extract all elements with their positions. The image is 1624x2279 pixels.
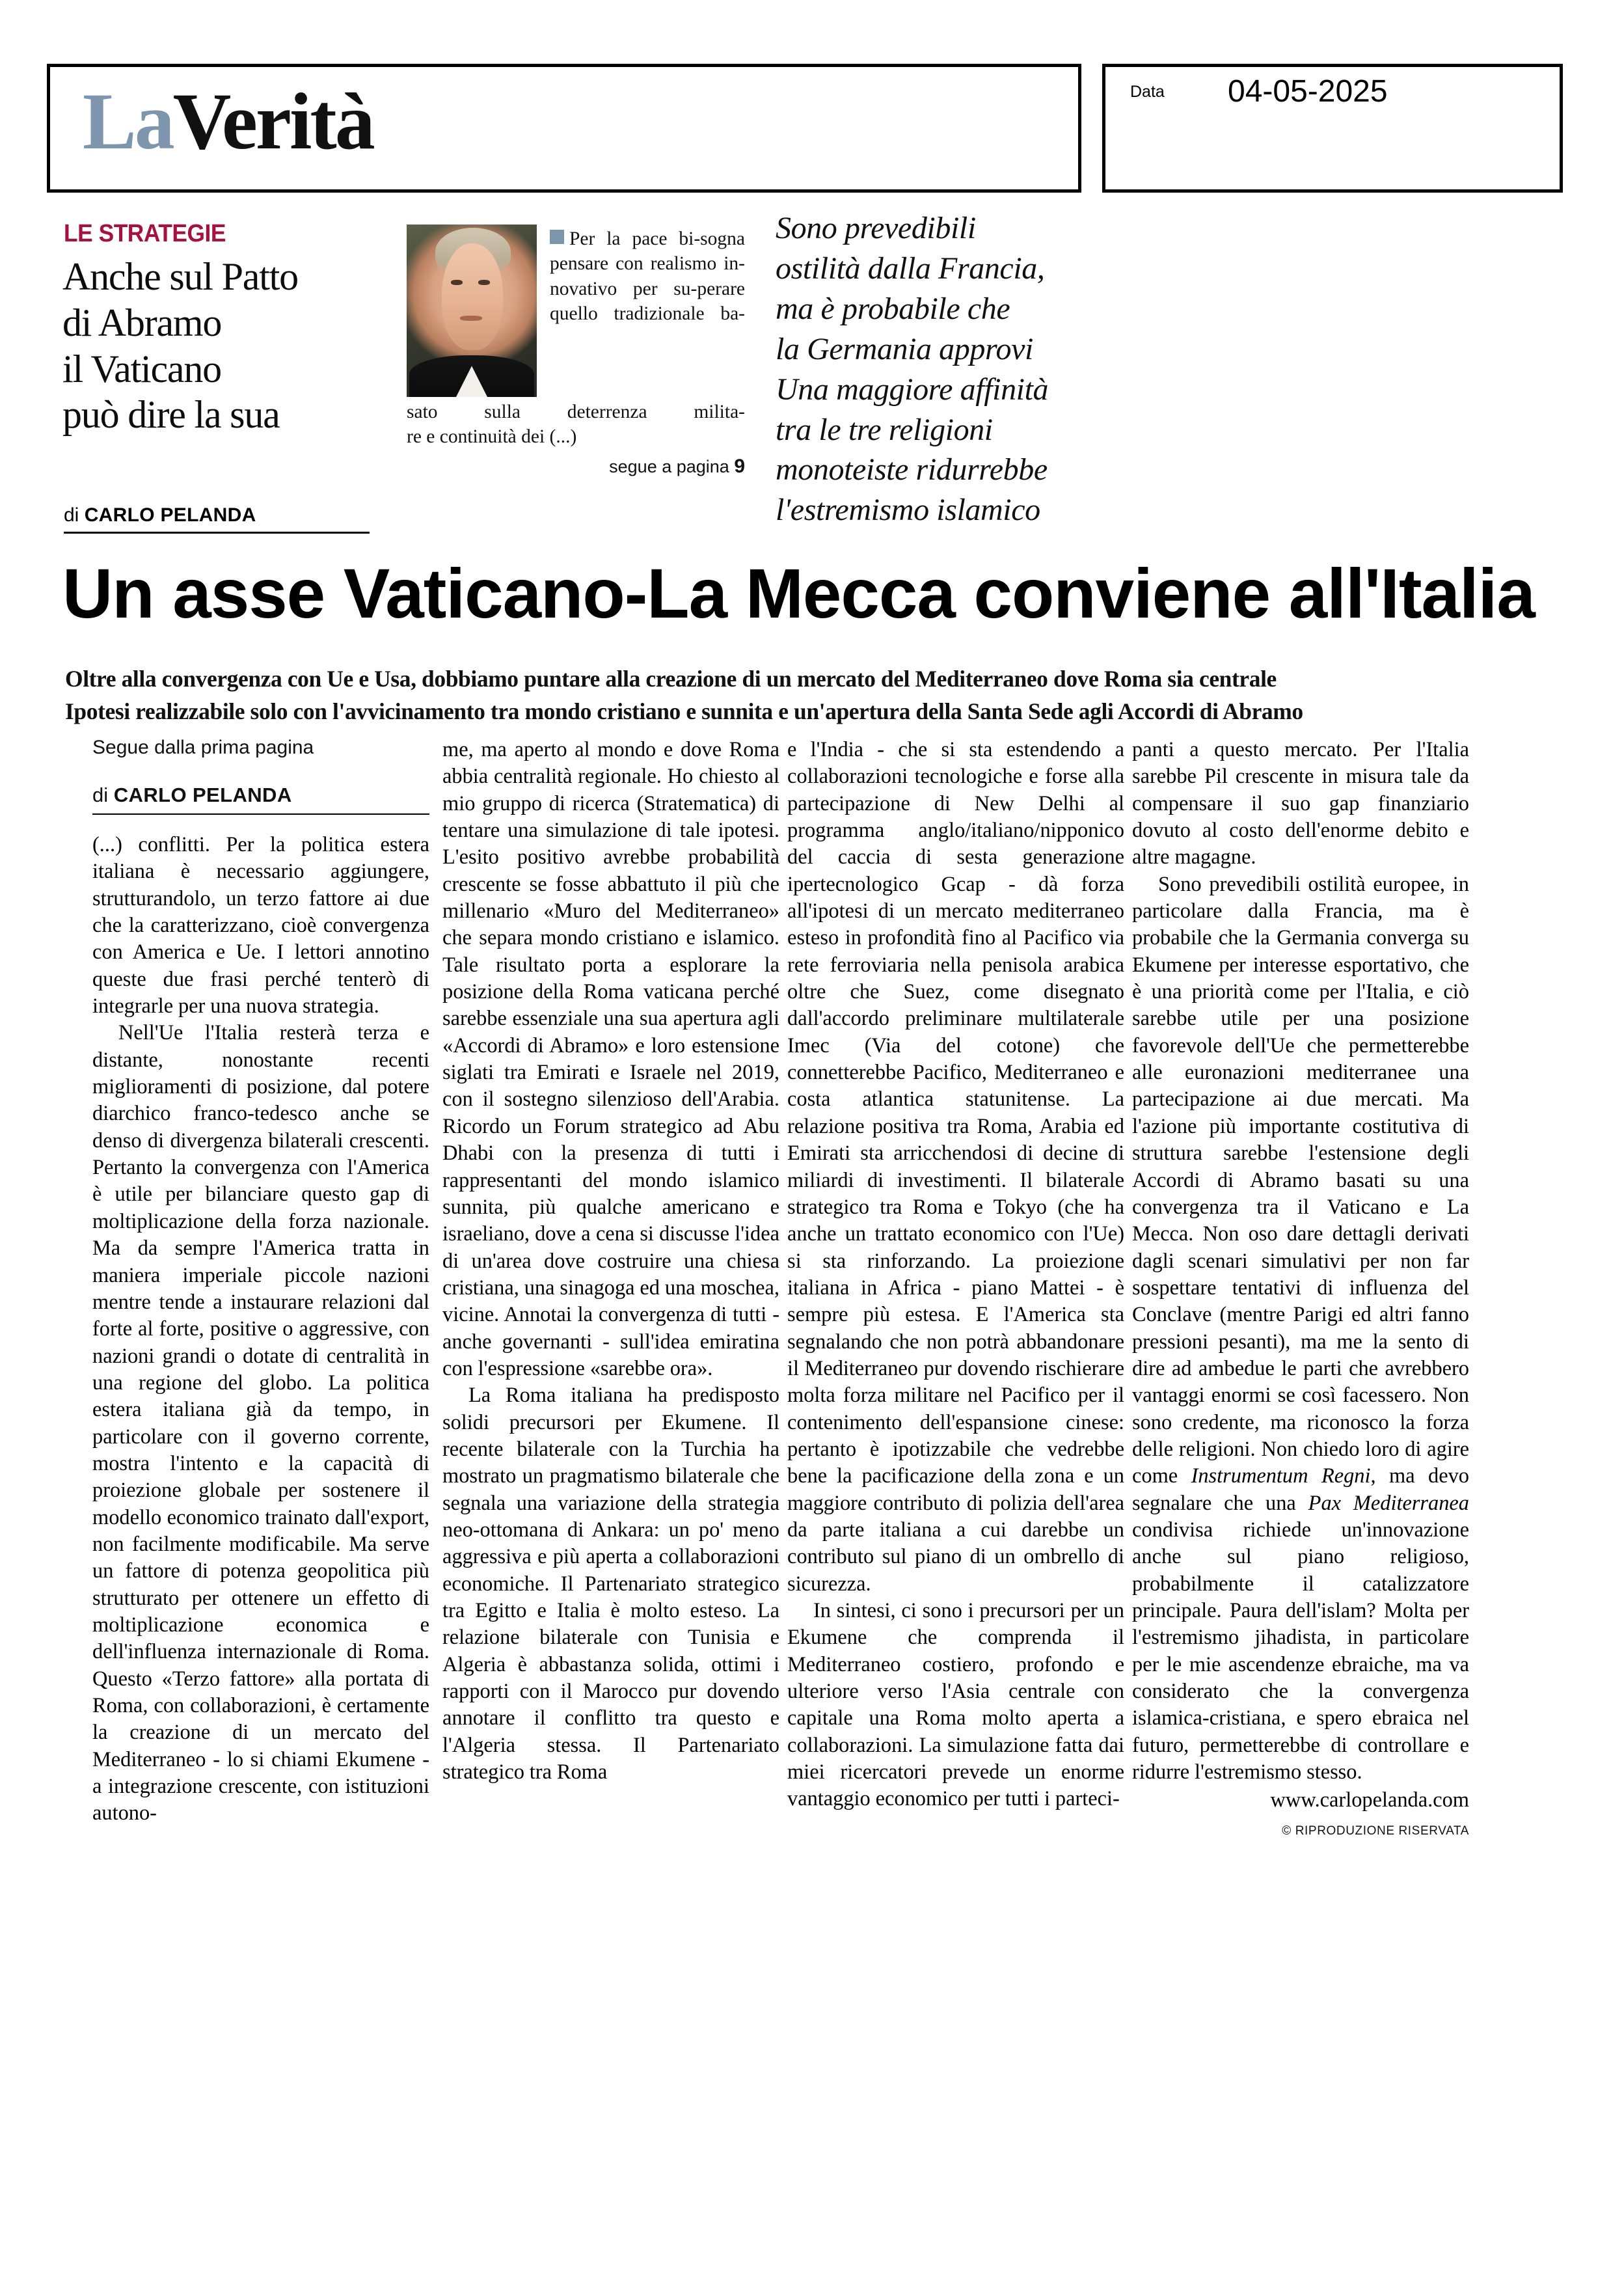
paragraph-with-italics	[1132, 871, 1469, 1786]
latin-term-instrumentum-regni: Instrumentum Regni	[1191, 1464, 1371, 1488]
section-kicker: LE STRATEGIE	[64, 220, 226, 247]
pull-quote	[776, 208, 1166, 530]
article-byline-name: CARLO PELANDA	[113, 784, 292, 806]
pull-quote-line-8: l'estremismo islamico	[776, 493, 1040, 528]
continue-reference	[407, 456, 745, 478]
article-byline-lead: di	[92, 784, 114, 806]
pull-quote-line-6: tra le tre religioni	[776, 412, 993, 447]
masthead-logo-box	[47, 64, 1081, 193]
promo-teaser-text	[550, 226, 745, 326]
body-column-4	[1132, 737, 1469, 1838]
promo-title-line-2: di Abramo	[62, 301, 222, 344]
promo-teaser-body: Per la pace bi-sogna pensare con realismo in-novativo per su-perare quello tradizionale ba-	[550, 228, 745, 325]
promo-byline-name: CARLO PELANDA	[84, 504, 256, 526]
latin-term-pax-mediterranea: Pax Mediterranea	[1308, 1491, 1469, 1515]
author-website[interactable]: www.carlopelanda.com	[1270, 1788, 1469, 1812]
logo-verita-text: Verità	[172, 77, 373, 166]
paragraph-part-c: condivisa richiede un'innovazione anche sul piano religioso, probabilmente il catalizzatore principale. Paura dell'islam? Molta per l'estremismo jihadista, in particolare per le mie ascendenze ebraiche, ma va considerato che la convergenza islamica-cristiana, e spero ebraica nel futuro, permetterebbe di controllare e ridurre l'estremismo stesso.	[1132, 1518, 1469, 1784]
article-body	[92, 737, 1563, 2129]
paragraph: In sintesi, ci sono i precursori per un Ekumene che comprenda il Mediterraneo costiero, profondo e ulteriore verso l'Asia centrale con capitale una Roma molto aperta a collaborazioni. La simulazione fatta dai miei ricercatori prevede un enorme vantaggio economico per tutti i parteci-	[787, 1599, 1124, 1811]
segue-note: Segue dalla prima pagina	[92, 737, 314, 758]
article-subhead-2: Ipotesi realizzabile solo con l'avvicinamento tra mondo cristiano e sunnita e un'apertura della Santa Sede agli Accordi di Abramo	[65, 698, 1303, 724]
article-headline: Un asse Vaticano-La Mecca conviene all'Italia	[62, 554, 1535, 633]
paragraph: Nell'Ue l'Italia resterà terza e distante, nonostante recenti miglioramenti di posizione, dal potere diarchico franco-tedesco anche se denso di divergenza bilaterali crescenti. Pertanto la convergenza con l'America è utile per bilanciare questo gap di moltiplicazione della forza nazionale. Ma da sempre l'America tratta in maniera imperiale piccole nazioni mentre tende a instaurare relazioni dal forte al forte, positive o aggressive, con nazioni grandi o dotate di centralità in una regione del globo. La politica estera italiana già da tempo, in particolare con il governo corrente, mostra l'intento e la capacità di proiezione globale per sostenere il modello economico trainato dall'export, non facilmente modificabile. Ma serve un fattore di potenza geopolitica più strutturato per ottenere un effetto di moltiplicazione economica e dell'influenza internazionale di Roma. Questo «Terzo fattore» alla portata di Roma, con collaborazioni, è certamente la creazione di un mercato del Mediterraneo - lo si chiami Ekumene - a integrazione crescente, con istituzioni autono-	[92, 1021, 429, 1825]
pull-quote-line-2: ostilità dalla Francia,	[776, 251, 1045, 286]
newspaper-logo	[83, 77, 373, 166]
pull-quote-line-7: monoteiste ridurrebbe	[776, 452, 1048, 487]
pull-quote-line-3: ma è probabile che	[776, 291, 1010, 326]
promo-title-line-3: il Vaticano	[62, 347, 221, 390]
paragraph: panti a questo mercato. Per l'Italia sarebbe Pil crescente in misura tale da compensare il suo gap finanziario dovuto al costo dell'enorme debito e altre magagne.	[1132, 738, 1469, 869]
body-column-1	[92, 737, 429, 1827]
article-byline	[92, 784, 429, 815]
portrait-mouth	[460, 316, 482, 321]
promo-teaser-continuation	[407, 400, 745, 450]
paragraph-part-b: , ma devo segnalare che una	[1132, 1464, 1469, 1515]
pull-quote-line-5: Una maggiore affinità	[776, 372, 1049, 407]
paragraph: e l'India - che si sta estendendo a collaborazioni tecnologiche e forse alla partecipazione di New Delhi al programma anglo/italiano/nipponico del caccia di sesta generazione ipertecnologico Gcap - dà forza all'ipotesi di un mercato mediterraneo esteso in profondità fino al Pacifico via rete ferroviaria nella penisola arabica oltre che Suez, come disegnato dall'accordo preliminare multilaterale Imec (Via del cotone) che connetterebbe Pacifico, Mediterraneo e costa atlantica statunitense. La relazione positiva tra Roma, Arabia ed Emirati sta arricchendosi di decine di miliardi di investimenti. Il bilaterale strategico tra Roma e Tokyo (che ha anche un trattato economico con l'Ue) si sta rinforzando. La proiezione italiana in Africa - piano Mattei - è sempre più estesa. E l'America sta segnalando che non potrà abbandonare il Mediterraneo pur dovendo rischierare molta forza militare nel Pacifico per il contenimento dell'espansione cinese: pertanto è ipotizzabile che vedrebbe bene la pacificazione della zona e un maggiore contributo di polizia dell'area da parte italiana a cui darebbe un contributo sul piano di un ombrello di sicurezza.	[787, 738, 1124, 1596]
paragraph: La Roma italiana ha predisposto solidi precursori per Ekumene. Il recente bilaterale con la Turchia ha mostrato un pragmatismo bilaterale che segnala una variazione della strategia neo-ottomana di Ankara: un po' meno aggressiva e più aperta a collaborazioni economiche. Il Partenariato strategico tra Egitto e Italia è molto esteso. La relazione bilaterale con Tunisia e Algeria è abbastanza solida, ottimi i rapporti con il Marocco pur dovendo annotare il conflitto tra questo e l'Algeria stessa. Il Partenariato strategico tra Roma	[442, 1384, 779, 1784]
portrait-face	[442, 243, 503, 350]
article-subhead-1: Oltre alla convergenza con Ue e Usa, dobbiamo puntare alla creazione di un mercato del Mediterraneo dove Roma sia centrale	[65, 666, 1277, 692]
paragraph: me, ma aperto al mondo e dove Roma abbia centralità regionale. Ho chiesto al mio gruppo di ricerca (Stratematica) di tentare una simulazione di tale ipotesi. L'esito positivo avrebbe probabilità crescente se fosse abbattuto il più che millenario «Muro del Mediterraneo» che separa mondo cristiano e islamico. Tale risultato porta a esplorare la posizione della Roma vaticana perché sarebbe essenziale una sua apertura agli «Accordi di Abramo» e loro estensione siglati tra Emirati e Israele nel 2019, con il sostegno silenzioso dell'Arabia. Ricordo un Forum strategico ad Abu Dhabi con la presenza di tutti i rappresentanti del mondo islamico sunnita, più qualche americano e israeliano, dove a cena si discusse l'idea di un'area dove costruire una chiesa cristiana, una sinagoga ed una moschea, vicine. Annotai la convergenza di tutti - anche governanti - sull'idea emiratina con l'espressione «sarebbe ora».	[442, 738, 779, 1380]
body-column-3	[787, 737, 1124, 1813]
body-text-col-1	[92, 832, 429, 1827]
masthead	[47, 64, 1563, 194]
paragraph-part-a: Sono prevedibili ostilità europee, in particolare dalla Francia, ma è probabile che la Germania converga su Ekumene per interesse esportativo, che è una priorità come per l'Italia, e ciò sarebbe utile per una posizione favorevole dell'Ue che permetterebbe alle euronazioni mediterranee una partecipazione ai due mercati. Ma l'azione più importante costitutiva di struttura sarebbe l'estensione degli Accordi di Abramo basati su una convergenza tra il Vaticano e La Mecca. Non oso dare dettagli derivati dagli scenari simulativi per non far sospettare tentativi di influenza del Conclave (mentre Parigi ed altri fanno pressioni pesanti), ma me la sento di dire ad ambedue le parti che avrebbero vantaggi enormi se così facessero. Non sono credente, ma riconosco la forza delle religioni. Non chiedo loro di agire come	[1132, 872, 1469, 1488]
paragraph: (...) conflitti. Per la politica estera italiana è necessario aggiungere, strutturandolo, un terzo fattore ai due che la caratterizzano, cioè convergenza con America e Ue. I lettori annotino queste due frasi perché tenterò di integrarle per una nuova strategia.	[92, 833, 429, 1018]
promo-teaser-line-b: re e continuità dei (...)	[407, 426, 577, 448]
promo-teaser-line-a: sato sulla deterrenza milita-	[407, 402, 745, 422]
logo-la-text: La	[83, 77, 173, 166]
continue-page-number: 9	[734, 456, 745, 477]
date-box	[1102, 64, 1563, 193]
body-text-col-4	[1132, 737, 1469, 1786]
promo-title-line-4: può dire la sua	[62, 393, 280, 437]
promo-title	[62, 254, 401, 438]
promo-byline	[64, 504, 370, 534]
promo-byline-lead: di	[64, 504, 85, 526]
square-bullet-icon	[550, 230, 564, 244]
portrait-eye-left	[451, 280, 463, 285]
body-column-2	[442, 737, 779, 1786]
author-portrait-photo	[407, 225, 537, 397]
body-text-col-2	[442, 737, 779, 1786]
body-text-col-3	[787, 737, 1124, 1813]
copyright-notice: © RIPRODUZIONE RISERVATA	[1282, 1824, 1469, 1838]
promo-title-line-1: Anche sul Patto	[62, 255, 298, 298]
portrait-eye-right	[478, 280, 490, 285]
continue-label: segue a pagina	[609, 457, 735, 476]
date-label: Data	[1130, 83, 1165, 101]
pull-quote-line-1: Sono prevedibili	[776, 211, 976, 245]
date-value: 04-05-2025	[1228, 74, 1388, 109]
pull-quote-line-4: la Germania approvi	[776, 331, 1033, 366]
